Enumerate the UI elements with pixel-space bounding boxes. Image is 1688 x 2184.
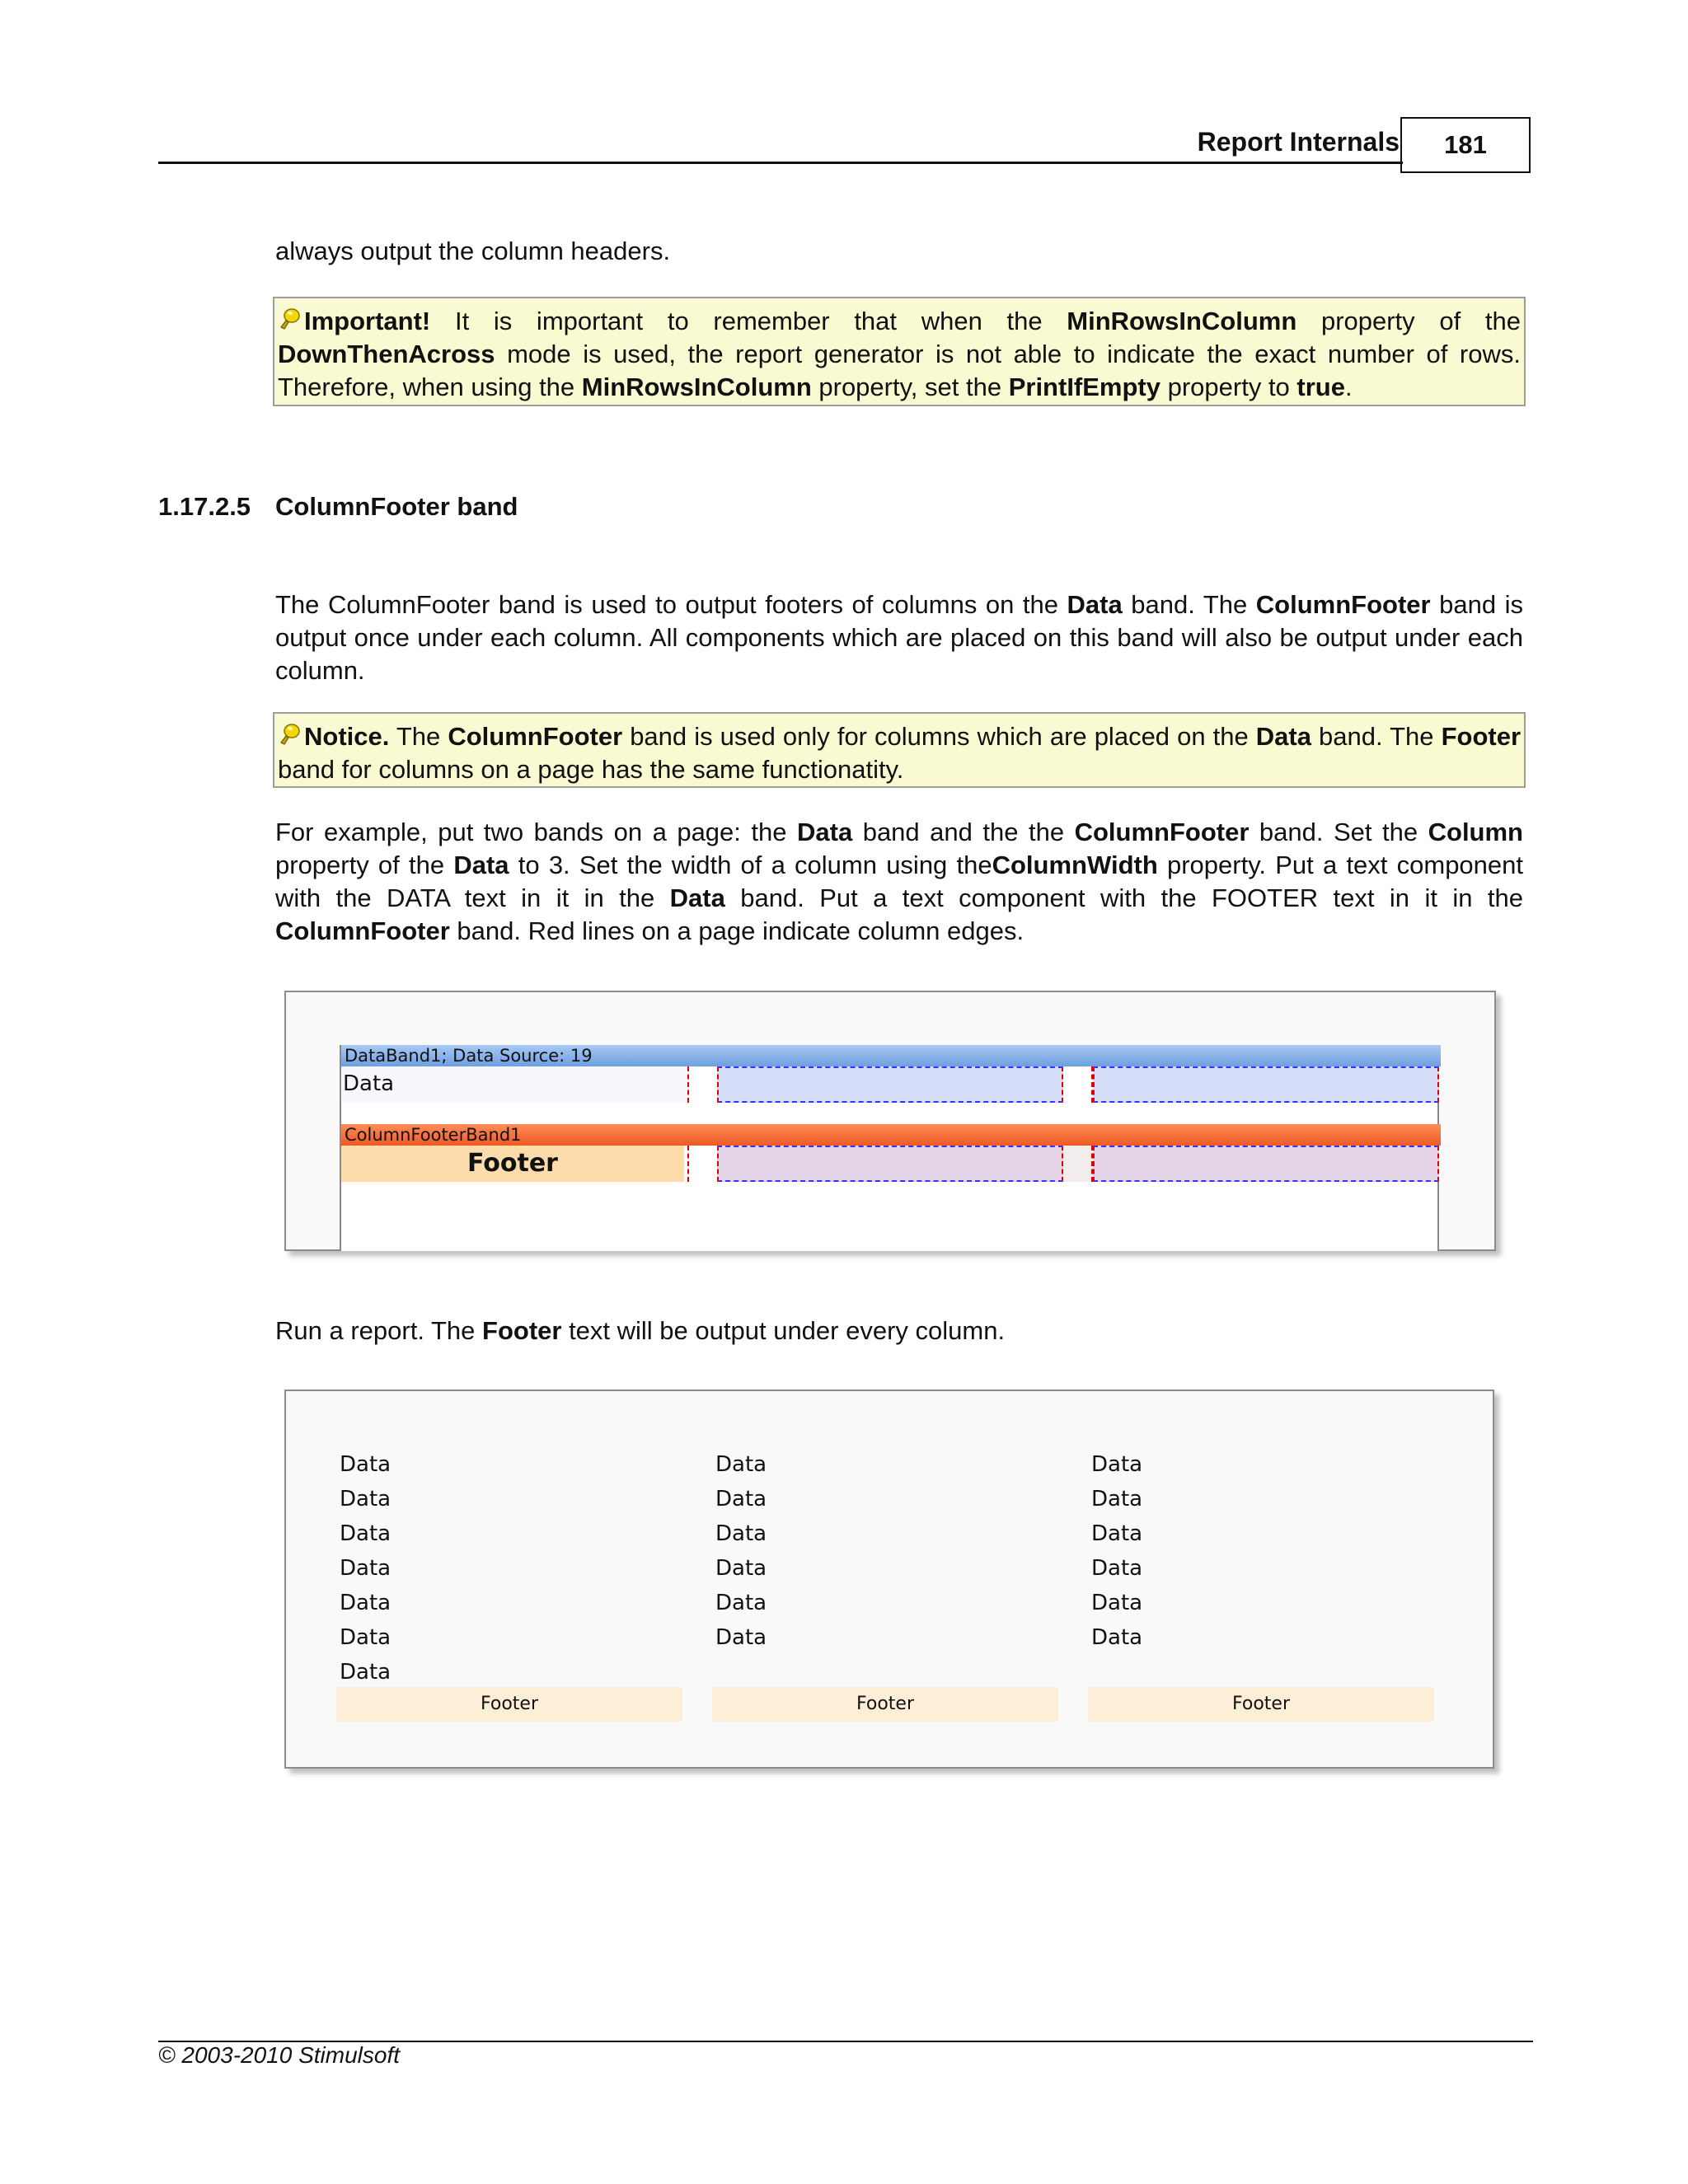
data-cell: Data	[715, 1556, 767, 1581]
para-text: For example, put two bands on a page: the	[275, 818, 797, 846]
result-column-1	[340, 1447, 391, 1690]
note-text: property to	[1160, 373, 1297, 401]
result-footer-1: Footer	[336, 1687, 682, 1722]
section-number: 1.17.2.5	[158, 492, 251, 521]
para-text: band. The	[1122, 590, 1256, 619]
note-term: PrintIfEmpty	[1008, 373, 1160, 401]
data-cell: Data	[340, 1556, 392, 1581]
data-cell: Data	[1091, 1556, 1143, 1581]
para-text: to 3. Set the width of a column using the	[509, 851, 992, 879]
note-text: property of the	[1296, 307, 1521, 335]
data-cell: Data	[1091, 1591, 1143, 1615]
para-term: Data	[669, 883, 725, 912]
note-term: MinRowsInColumn	[1067, 307, 1297, 335]
lightbulb-icon	[278, 307, 302, 331]
para-text: band. Red lines on a page indicate column edges.	[449, 916, 1025, 945]
note-text: The	[389, 722, 448, 751]
para-term: ColumnWidth	[992, 851, 1158, 879]
para-term: ColumnFooter	[1255, 590, 1431, 619]
running-header-title: Report Internals	[1197, 127, 1400, 157]
paragraph-example	[275, 816, 1523, 948]
notice-label: Notice.	[304, 722, 390, 751]
data-cell: Data	[340, 1591, 392, 1615]
column-edge	[687, 1066, 717, 1103]
para-text: property. Put a text component with the DATA text in it in the	[275, 851, 1524, 912]
note-term: true	[1296, 373, 1345, 401]
lightbulb-icon	[278, 722, 302, 747]
result-footer-3: Footer	[1088, 1687, 1434, 1722]
note-text: band is used only for columns which are placed on the	[622, 722, 1256, 751]
result-column-3	[1091, 1447, 1142, 1655]
note-text: property, set the	[811, 373, 1009, 401]
result-column-2	[715, 1447, 767, 1655]
data-cell: Data	[715, 1487, 767, 1511]
footer-column-3	[1093, 1146, 1439, 1182]
footer-column-2	[717, 1146, 1063, 1182]
note-text: mode is used, the report generator is not able to indicate the exact number of rows. Therefore, when using the	[278, 340, 1521, 401]
para-text: The ColumnFooter band is used to output footers of columns on the	[275, 590, 1067, 619]
header-rule	[158, 162, 1403, 164]
para-term: Column	[1428, 818, 1523, 846]
data-cell: Data	[1091, 1521, 1143, 1546]
para-term: ColumnFooter	[275, 916, 450, 945]
important-note	[273, 297, 1526, 406]
data-cell: Data	[715, 1591, 767, 1615]
para-text: band. Set the	[1249, 818, 1428, 846]
para-term: Footer	[482, 1316, 562, 1345]
note-text: band. The	[1311, 722, 1442, 751]
para-term: Data	[1067, 590, 1123, 619]
run-report-line	[275, 1315, 1528, 1347]
para-term: ColumnFooter	[1074, 818, 1250, 846]
para-text: text will be output under every column.	[561, 1316, 1006, 1345]
data-cell: Data	[340, 1521, 392, 1546]
para-text: band. Put a text component with the FOOTER text in it in the	[724, 883, 1523, 912]
para-text: band and the the	[852, 818, 1075, 846]
data-cell: Data	[340, 1487, 392, 1511]
intro-line: always output the column headers.	[275, 237, 671, 265]
note-term: DownThenAcross	[278, 340, 495, 368]
section-title: ColumnFooter band	[275, 492, 518, 521]
column-edge	[1063, 1066, 1093, 1103]
note-text: It is important to remember that when the	[430, 307, 1067, 335]
column-footer-band-header[interactable]: ColumnFooterBand1	[341, 1124, 1441, 1146]
data-cell: Data	[340, 1625, 392, 1650]
data-column-3	[1093, 1066, 1439, 1103]
column-edge	[687, 1146, 717, 1182]
copyright: © 2003-2010 Stimulsoft	[158, 2042, 401, 2068]
note-term: ColumnFooter	[448, 722, 623, 751]
data-cell: Data	[1091, 1487, 1143, 1511]
result-footer-2: Footer	[712, 1687, 1058, 1722]
data-cell: Data	[340, 1452, 392, 1477]
column-edge	[1063, 1146, 1093, 1182]
paragraph-intro	[275, 588, 1523, 687]
note-term: MinRowsInColumn	[581, 373, 812, 401]
data-band-header[interactable]: DataBand1; Data Source: 19	[341, 1045, 1441, 1066]
para-term: Data	[453, 851, 509, 879]
important-label: Important!	[304, 307, 431, 335]
para-text: band is output once under each column. All components which are placed on this band will also be output under each column.	[275, 590, 1523, 685]
note-text: .	[1345, 373, 1353, 401]
data-text-component[interactable]: Data	[341, 1066, 687, 1103]
note-term: Data	[1255, 722, 1311, 751]
designer-screenshot	[284, 991, 1496, 1251]
para-text: property of the	[275, 851, 454, 879]
para-text: Run a report. The	[275, 1316, 483, 1345]
data-cell: Data	[1091, 1625, 1143, 1650]
note-text: band for columns on a page has the same functionatity.	[278, 755, 904, 784]
data-column-2	[717, 1066, 1063, 1103]
page-number: 181	[1400, 117, 1531, 173]
data-cell: Data	[715, 1625, 767, 1650]
data-cell: Data	[715, 1521, 767, 1546]
data-cell: Data	[715, 1452, 767, 1477]
notice-note	[273, 712, 1526, 788]
data-cell: Data	[1091, 1452, 1143, 1477]
note-term: Footer	[1441, 722, 1522, 751]
footer-text-component[interactable]: Footer	[341, 1146, 684, 1182]
data-cell: Data	[340, 1660, 392, 1685]
designer-page-area	[340, 1045, 1439, 1251]
para-term: Data	[797, 818, 853, 846]
result-screenshot	[284, 1390, 1494, 1769]
